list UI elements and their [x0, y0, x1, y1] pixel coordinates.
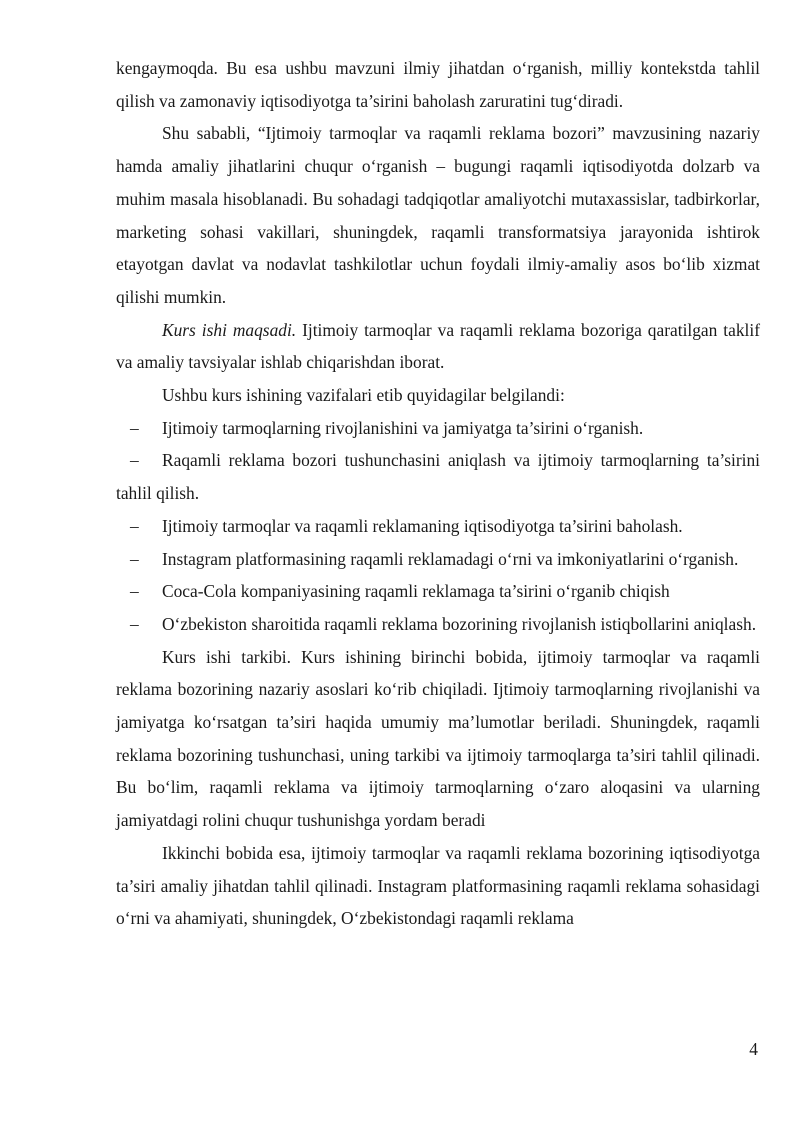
list-dash: – [130, 417, 139, 438]
page-number: 4 [749, 1039, 758, 1059]
task-list [116, 412, 760, 641]
list-item-text: Raqamli reklama bozori tushunchasini aniqlash va ijtimoiy tarmoqlarning ta’sirini tahlil qilish. [116, 450, 760, 504]
list-item [116, 444, 760, 509]
document-page [116, 52, 760, 935]
list-item-text: O‘zbekiston sharoitida raqamli reklama bozorining rivojlanish istiqbollarini aniqlash. [162, 613, 757, 634]
list-item-text: Ijtimoiy tarmoqlarning rivojlanishini va jamiyatga ta’sirini o‘rganish. [162, 417, 644, 438]
list-dash: – [130, 450, 139, 471]
list-item [116, 608, 760, 641]
paragraph-intro-continuation: kengaymoqda. Bu esa ushbu mavzuni ilmiy jihatdan o‘rganish, milliy kontekstda tahlil qilish va zamonaviy iqtisodiyotga ta’sirini baholash zaruratini tug‘diradi. [116, 58, 760, 111]
list-item [116, 543, 760, 576]
list-dash: – [130, 581, 139, 602]
goal-label: Kurs ishi maqsadi. [162, 319, 297, 340]
list-item [116, 412, 760, 445]
list-dash: – [130, 613, 139, 634]
list-item-text: Coca-Cola kompaniyasining raqamli reklamaga ta’sirini o‘rganib chiqish [162, 581, 670, 602]
paragraph-tasks-intro: Ushbu kurs ishining vazifalari etib quyidagilar belgilandi: [162, 385, 565, 406]
paragraph-structure: Kurs ishi tarkibi. Kurs ishining birinchi bobida, ijtimoiy tarmoqlar va raqamli reklama bozorining nazariy asoslari ko‘rib chiqiladi. Ijtimoiy tarmoqlarning rivojlanishi va jamiyatga ko‘rsatgan ta’siri haqida umumiy ma’lumotlar beriladi. Shuningdek, raqamli reklama bozorining tushunchasi, uning tarkibi va ijtimoiy tarmoqlarga ta’siri tahlil qilinadi. Bu bo‘lim, raqamli reklama va ijtimoiy tarmoqlarning o‘zaro aloqasini va ularning jamiyatdagi rolini chuqur tushunishga yordam beradi [116, 646, 760, 831]
list-item-text: Instagram platformasining raqamli reklamadagi o‘rni va imkoniyatlarini o‘rganish. [162, 548, 739, 569]
paragraph-second-chapter: Ikkinchi bobida esa, ijtimoiy tarmoqlar va raqamli reklama bozorining iqtisodiyotga ta’siri amaliy jihatdan tahlil qilinadi. Instagram platformasining raqamli reklama sohasidagi o‘rni va ahamiyati, shuningdek, O‘zbekistondagi raqamli reklama [116, 842, 760, 929]
list-item [116, 575, 760, 608]
list-dash: – [130, 515, 139, 536]
list-item-text: Ijtimoiy tarmoqlar va raqamli reklamaning iqtisodiyotga ta’sirini baholash. [162, 515, 683, 536]
paragraph-goal [116, 314, 760, 379]
list-dash: – [130, 548, 139, 569]
goal-text: Ijtimoiy tarmoqlar va raqamli reklama bozoriga qaratilgan taklif va amaliy tavsiyalar ishlab chiqarishdan iborat. [116, 319, 760, 373]
list-item [116, 510, 760, 543]
paragraph-relevance: Shu sababli, “Ijtimoiy tarmoqlar va raqamli reklama bozori” mavzusining nazariy hamda amaliy jihatlarini chuqur o‘rganish – bugungi raqamli iqtisodiyotda dolzarb va muhim masala hisoblanadi. Bu sohadagi tadqiqotlar amaliyotchi mutaxassislar, tadbirkorlar, marketing sohasi vakillari, shuningdek, raqamli transformatsiya jarayonida ishtirok etayotgan davlat va nodavlat tashkilotlar uchun foydali ilmiy-amaliy asos bo‘lib xizmat qilishi mumkin. [116, 123, 760, 307]
